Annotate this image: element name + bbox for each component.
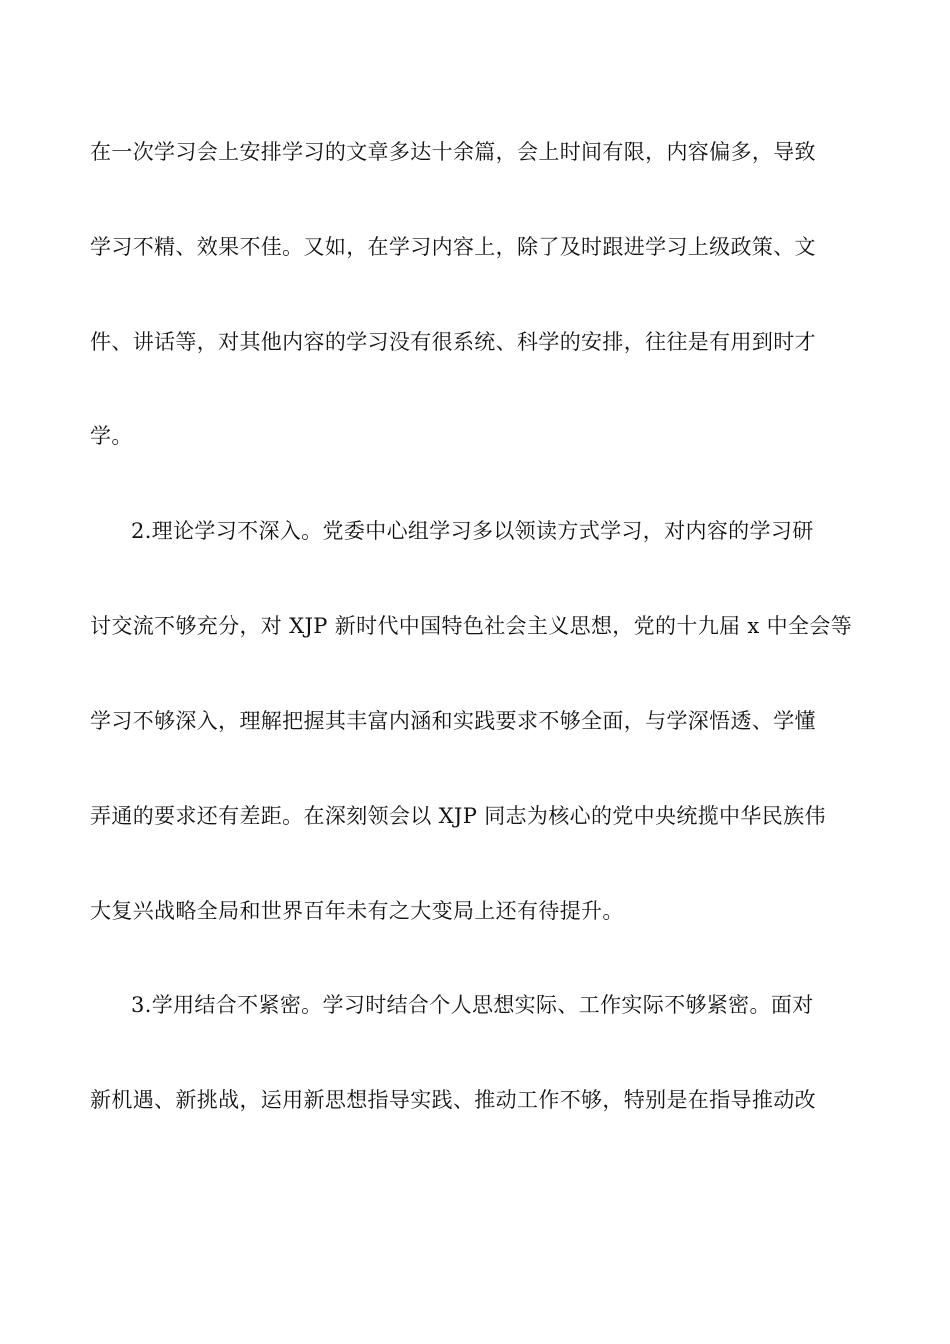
text-line: 弄通的要求还有差距。在深刻领会以 XJP 同志为核心的党中央统揽中华民族伟 — [90, 804, 826, 828]
text-line: 大复兴战略全局和世界百年未有之大变局上还有待提升。 — [90, 899, 624, 923]
text-line: 学。 — [90, 424, 133, 448]
text-line: 学习不精、效果不佳。又如，在学习内容上，除了及时跟进学习上级政策、文 — [90, 235, 816, 259]
text-line: 新机遇、新挑战，运用新思想指导实践、推动工作不够，特别是在指导推动改 — [90, 1088, 816, 1112]
text-line: 在一次学习会上安排学习的文章多达十余篇，会上时间有限，内容偏多，导致 — [90, 140, 816, 164]
paragraph-2-first-line: 2.理论学习不深入。党委中心组学习多以领读方式学习，对内容的学习研 — [131, 519, 814, 543]
paragraph-3-first-line: 3.学用结合不紧密。学习时结合个人思想实际、工作实际不够紧密。面对 — [131, 993, 814, 1017]
text-line: 学习不够深入，理解把握其丰富内涵和实践要求不够全面，与学深悟透、学懂 — [90, 709, 816, 733]
text-line: 讨交流不够充分，对 XJP 新时代中国特色社会主义思想，党的十九届 x 中全会等 — [90, 614, 853, 638]
text-line: 件、讲话等，对其他内容的学习没有很系统、科学的安排，往往是有用到时才 — [90, 330, 816, 354]
